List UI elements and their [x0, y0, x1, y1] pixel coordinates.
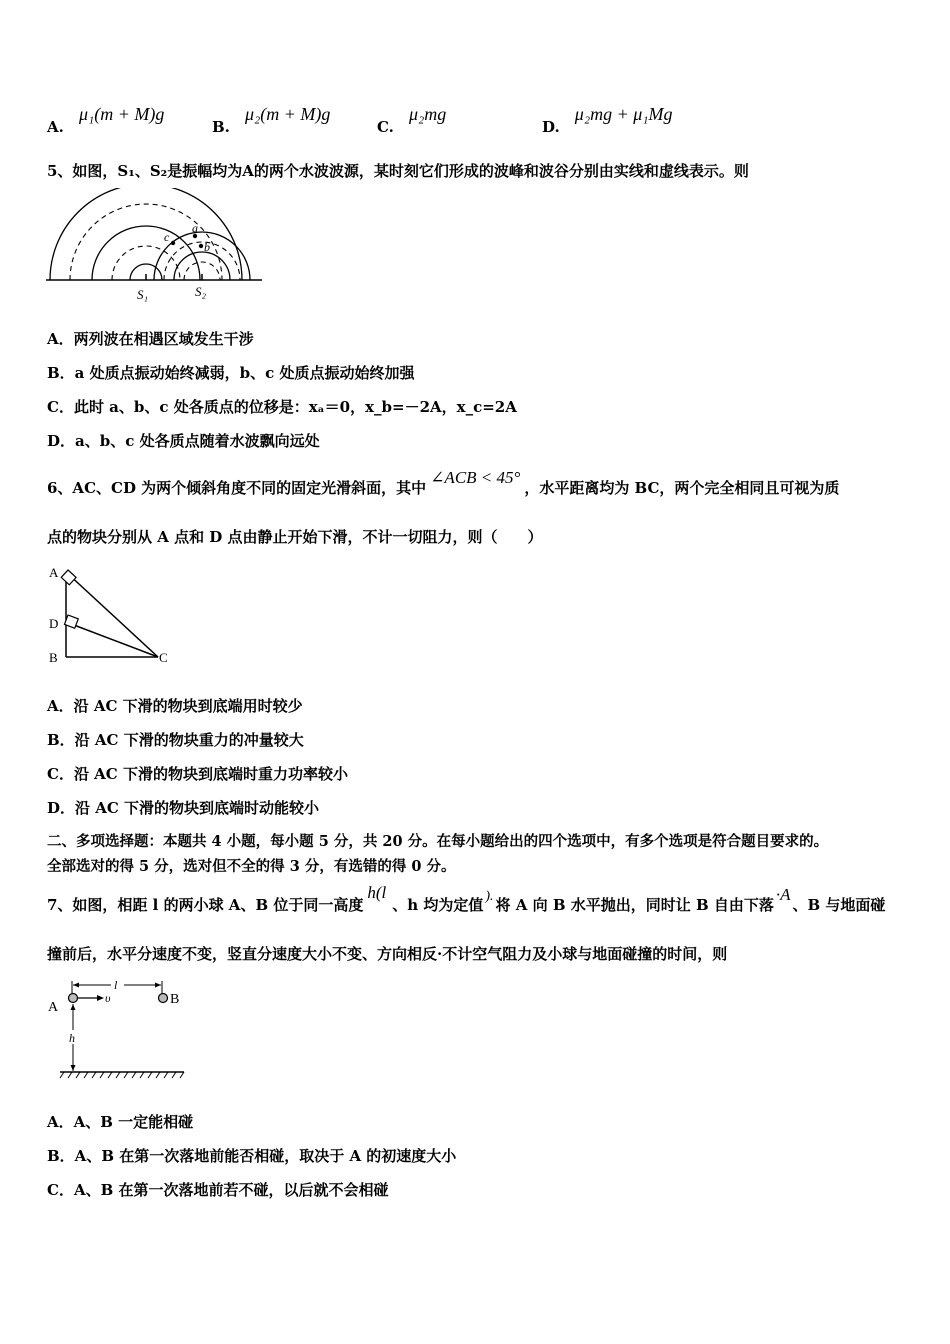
q7-paren: ).: [485, 889, 494, 904]
q4-option-c: [377, 104, 447, 136]
q7-stem-line2: 撞前后，水平分速度不变，竖直分速度大小不变、方向相反·不计空气阻力及小球与地面碰撞的时间，则: [47, 945, 728, 963]
label-B: B: [49, 650, 58, 665]
q5-option-c: C．此时 a、b、c 处各质点的位移是：xₐ＝0，x_b=－2A，x_c=2A: [47, 398, 517, 416]
ball-a: [69, 994, 78, 1003]
q7-option-c: C．A、B 在第一次落地前若不碰，以后就不会相碰: [47, 1181, 389, 1199]
label-B: B: [170, 992, 180, 1007]
q6-option-d: D．沿 AC 下滑的物块到底端时动能较小: [47, 799, 320, 817]
q7-stem-part1: 7、如图，相距 l 的两小球 A、B 位于同一高度: [47, 896, 364, 914]
incline-dc: [66, 622, 158, 657]
section2-header-line1: 二、多项选择题：本题共 4 小题，每小题 5 分，共 20 分。在每小题给出的四个选项中，有多个选项是符合题目要求的。: [47, 833, 829, 850]
option-expression: μ₂mg: [409, 104, 447, 124]
label-C: C: [159, 650, 168, 665]
block-on-ac: [61, 570, 76, 585]
h-arrow-down: [71, 1065, 76, 1071]
option-expression: μ₂mg + μ₁Mg: [574, 104, 673, 124]
l-arrow-right: [155, 983, 161, 988]
l-arrow-left: [73, 983, 79, 988]
q7-hl-expression: h(l: [367, 883, 387, 902]
q7-dot-a: ·A: [775, 885, 791, 904]
section2-header-line2: 全部选对的得 5 分，选对但不全的得 3 分，有选错的得 0 分。: [47, 858, 456, 875]
option-label: A.: [47, 118, 64, 136]
q5-option-d: D．a、b、c 处各质点随着水波飘向远处: [47, 432, 320, 450]
ball-b: [159, 994, 168, 1003]
label-l: l: [114, 978, 118, 992]
point-b-dot: [199, 244, 203, 248]
q7-option-a: A．A、B 一定能相碰: [47, 1113, 194, 1131]
option-label: C.: [377, 118, 394, 136]
q4-option-b: [212, 104, 331, 136]
incline-ac: [66, 572, 158, 657]
label-A: A: [48, 1000, 59, 1015]
q6-option-c: C．沿 AC 下滑的物块到底端时重力功率较小: [47, 765, 348, 783]
q6-stem-part2: ，水平距离均为 BC，两个完全相同且可视为质: [524, 479, 840, 497]
option-expression: μ₂(m + M)g: [245, 104, 331, 124]
point-c-dot: [171, 241, 175, 245]
q4-option-d: [542, 104, 673, 136]
q5-wave-figure: [40, 188, 270, 306]
label-A: A: [49, 565, 59, 580]
q7-stem-part4: 、B 与地面碰: [792, 896, 886, 914]
q4-options-row: [47, 104, 927, 134]
option-expression: μ₁(m + M)g: [78, 104, 165, 124]
q6-option-a: A．沿 AC 下滑的物块到底端用时较少: [47, 697, 303, 715]
q5-option-b: B．a 处质点振动始终减弱，b、c 处质点振动始终加强: [47, 364, 415, 382]
q6-stem-line2: 点的物块分别从 A 点和 D 点由静止开始下滑，不计一切阻力，则（ ）: [47, 528, 543, 546]
h-arrow-up: [71, 1004, 76, 1010]
label-s1: S₁: [137, 287, 149, 302]
q7-stem-part2: 、h 均为定值: [392, 896, 484, 914]
label-c: c: [164, 230, 170, 244]
label-v: υ: [105, 991, 111, 1005]
velocity-arrowhead: [97, 995, 104, 1001]
ground-hatching: [60, 1072, 184, 1078]
q6-option-b: B．沿 AC 下滑的物块重力的冲量较大: [47, 731, 304, 749]
label-a: a: [192, 221, 198, 235]
q7-stem-part3: 将 A 向 B 水平抛出，同时让 B 自由下落: [495, 896, 774, 914]
q5-option-a: A．两列波在相遇区域发生干涉: [47, 330, 254, 348]
q6-stem-part1: 6、AC、CD 为两个倾斜角度不同的固定光滑斜面，其中: [47, 479, 427, 497]
option-label: B.: [212, 118, 230, 136]
option-label: D.: [542, 118, 560, 136]
label-h: h: [69, 1031, 75, 1045]
q6-stem-line1: [47, 468, 840, 498]
s1-crest-2: [92, 226, 200, 280]
q5-stem: 5、如图，S₁、S₂是振幅均为A的两个水波波源，某时刻它们形成的波峰和波谷分别由实线和虚线表示。则: [47, 162, 749, 180]
q7-stem-line1: [47, 883, 886, 917]
q6-angle-expression: ∠ACB < 45°: [430, 468, 521, 487]
label-D: D: [49, 616, 59, 631]
q7-projectile-figure: [44, 976, 189, 1084]
q7-option-b: B．A、B 在第一次落地前能否相碰，取决于 A 的初速度大小: [47, 1147, 457, 1165]
q4-option-a: [47, 104, 165, 136]
label-s2: S₂: [195, 284, 207, 299]
q6-incline-figure: [44, 558, 184, 670]
label-b: b: [204, 240, 210, 254]
